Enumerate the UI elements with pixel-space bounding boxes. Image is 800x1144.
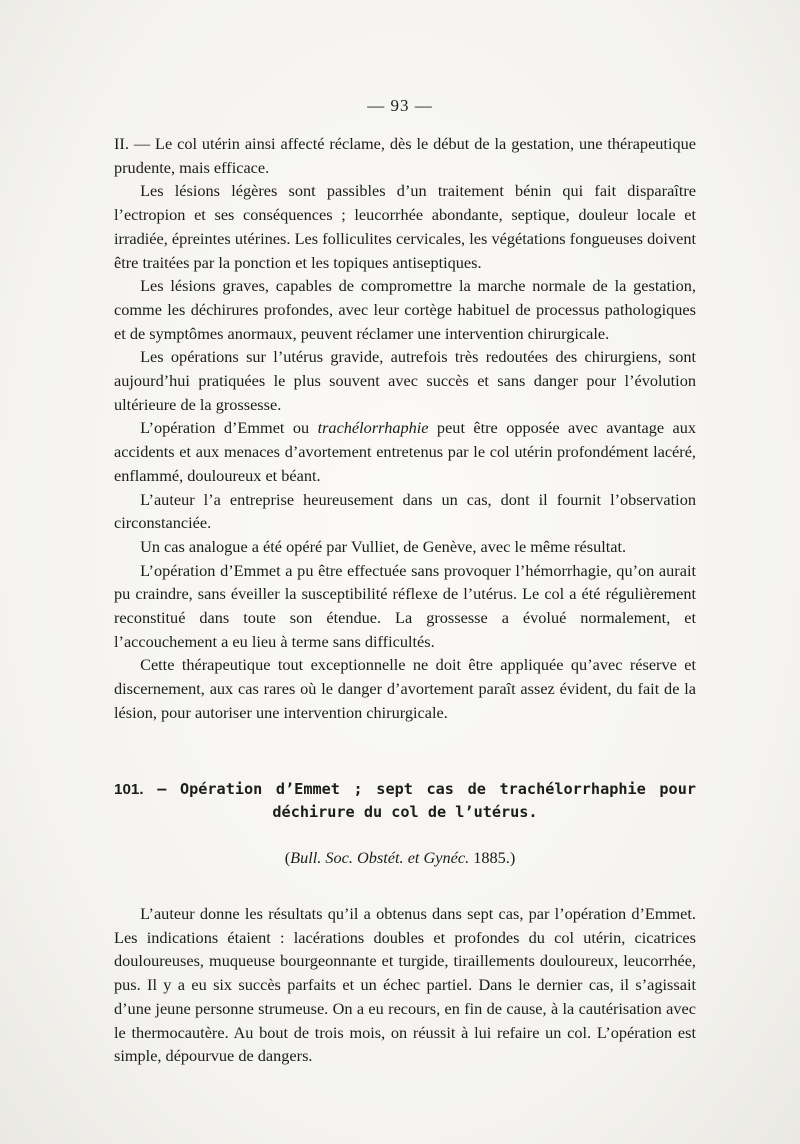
paragraph-conclusion: Cette thérapeutique tout exceptionnelle ne doit être appliquée qu’avec réserve et discernement, aux cas rares où le danger d’avortement paraît assez évident, du fait de la lésion, pour autoriser une intervention chirurgicale.	[114, 655, 696, 722]
page-number: — 93 —	[367, 96, 433, 115]
citation-journal: Bull. Soc. Obstét. et Gynéc.	[290, 848, 470, 867]
section-number: 101.	[114, 781, 144, 798]
paragraph-outcome: L’opération d’Emmet a pu être effectuée sans provoquer l’hémorrhagie, qu’on aurait pu craindre, sans éveiller la susceptibilité réflexe de l’utérus. Le col a été régulièrement reconstitué dans toute son étendue. La grossesse a évolué normalement, et l’accouchement a eu lieu à terme sans difficultés.	[114, 560, 696, 651]
paragraph-emmet-before: L’opération d’Emmet ou	[140, 418, 318, 438]
citation-close: )	[509, 848, 516, 867]
section-title: — Opération d’Emmet ; sept cas de trachélorrhaphie pour déchirure du col de l’utérus.	[157, 780, 696, 821]
citation	[0, 848, 800, 868]
paragraph-emmet-term: trachélorrhaphie	[317, 418, 429, 438]
paragraph-intro: II. — Le col utérin ainsi affecté réclame, dès le début de la gestation, une thérapeutique prudente, mais efficace.	[114, 134, 696, 177]
paragraph-grave-lesions: Les lésions graves, capables de compromettre la marche normale de la gestation, comme les déchirures profondes, avec leur cortège habituel de processus pathologiques et de symptômes anormaux, peuvent réclamer une intervention chirurgicale.	[114, 276, 696, 343]
citation-open: (	[284, 848, 291, 867]
paragraph-operations: Les opérations sur l’utérus gravide, autrefois très redoutées des chirurgiens, sont aujourd’hui pratiquées le plus souvent avec succès et sans danger pour l’évolution ultérieure de la grossesse.	[114, 347, 696, 414]
summary-text	[114, 902, 696, 1068]
paragraph-vulliet: Un cas analogue a été opéré par Vulliet, de Genève, avec le même résultat.	[140, 536, 627, 556]
paragraph-emmet-after: peut être opposée avec avantage aux accidents et aux menaces d’avortement entretenus par le col utérin profondément lacéré, enflammé, douloureux et béant.	[114, 418, 696, 485]
citation-year: 1885.	[469, 848, 510, 867]
paragraph-emmet-operation	[114, 416, 696, 487]
section-heading	[114, 778, 696, 824]
paragraph-author-case: L’auteur l’a entreprise heureusement dans un cas, dont il fournit l’observation circonstanciée.	[114, 489, 696, 533]
paragraph-summary: L’auteur donne les résultats qu’il a obtenus dans sept cas, par l’opération d’Emmet. Les indications étaient : lacérations doubles et profondes du col utérin, cicatrices douloureuses, muqueuse bourgeonnante et turgide, tiraillements douloureux, leucorrhée, pus. Il y a eu six succès parfaits et un échec partiel. Dans le dernier cas, il s’agissait d’une jeune personne strumeuse. On a eu recours, en fin de cause, à la cautérisation avec le thermocautère. Au bout de trois mois, on réussit à lui refaire un col. L’opération est simple, dépourvue de dangers.	[114, 904, 696, 1066]
paragraph-light-lesions: Les lésions légères sont passibles d’un traitement bénin qui fait disparaître l’ectropion et ses conséquences ; leucorrhée abondante, septique, douleur locale et irradiée, épreintes utérines. Les folliculites cervicales, les végétations fongueuses doivent être traitées par la ponction et les topiques antiseptiques.	[114, 181, 696, 272]
body-text	[114, 132, 696, 725]
